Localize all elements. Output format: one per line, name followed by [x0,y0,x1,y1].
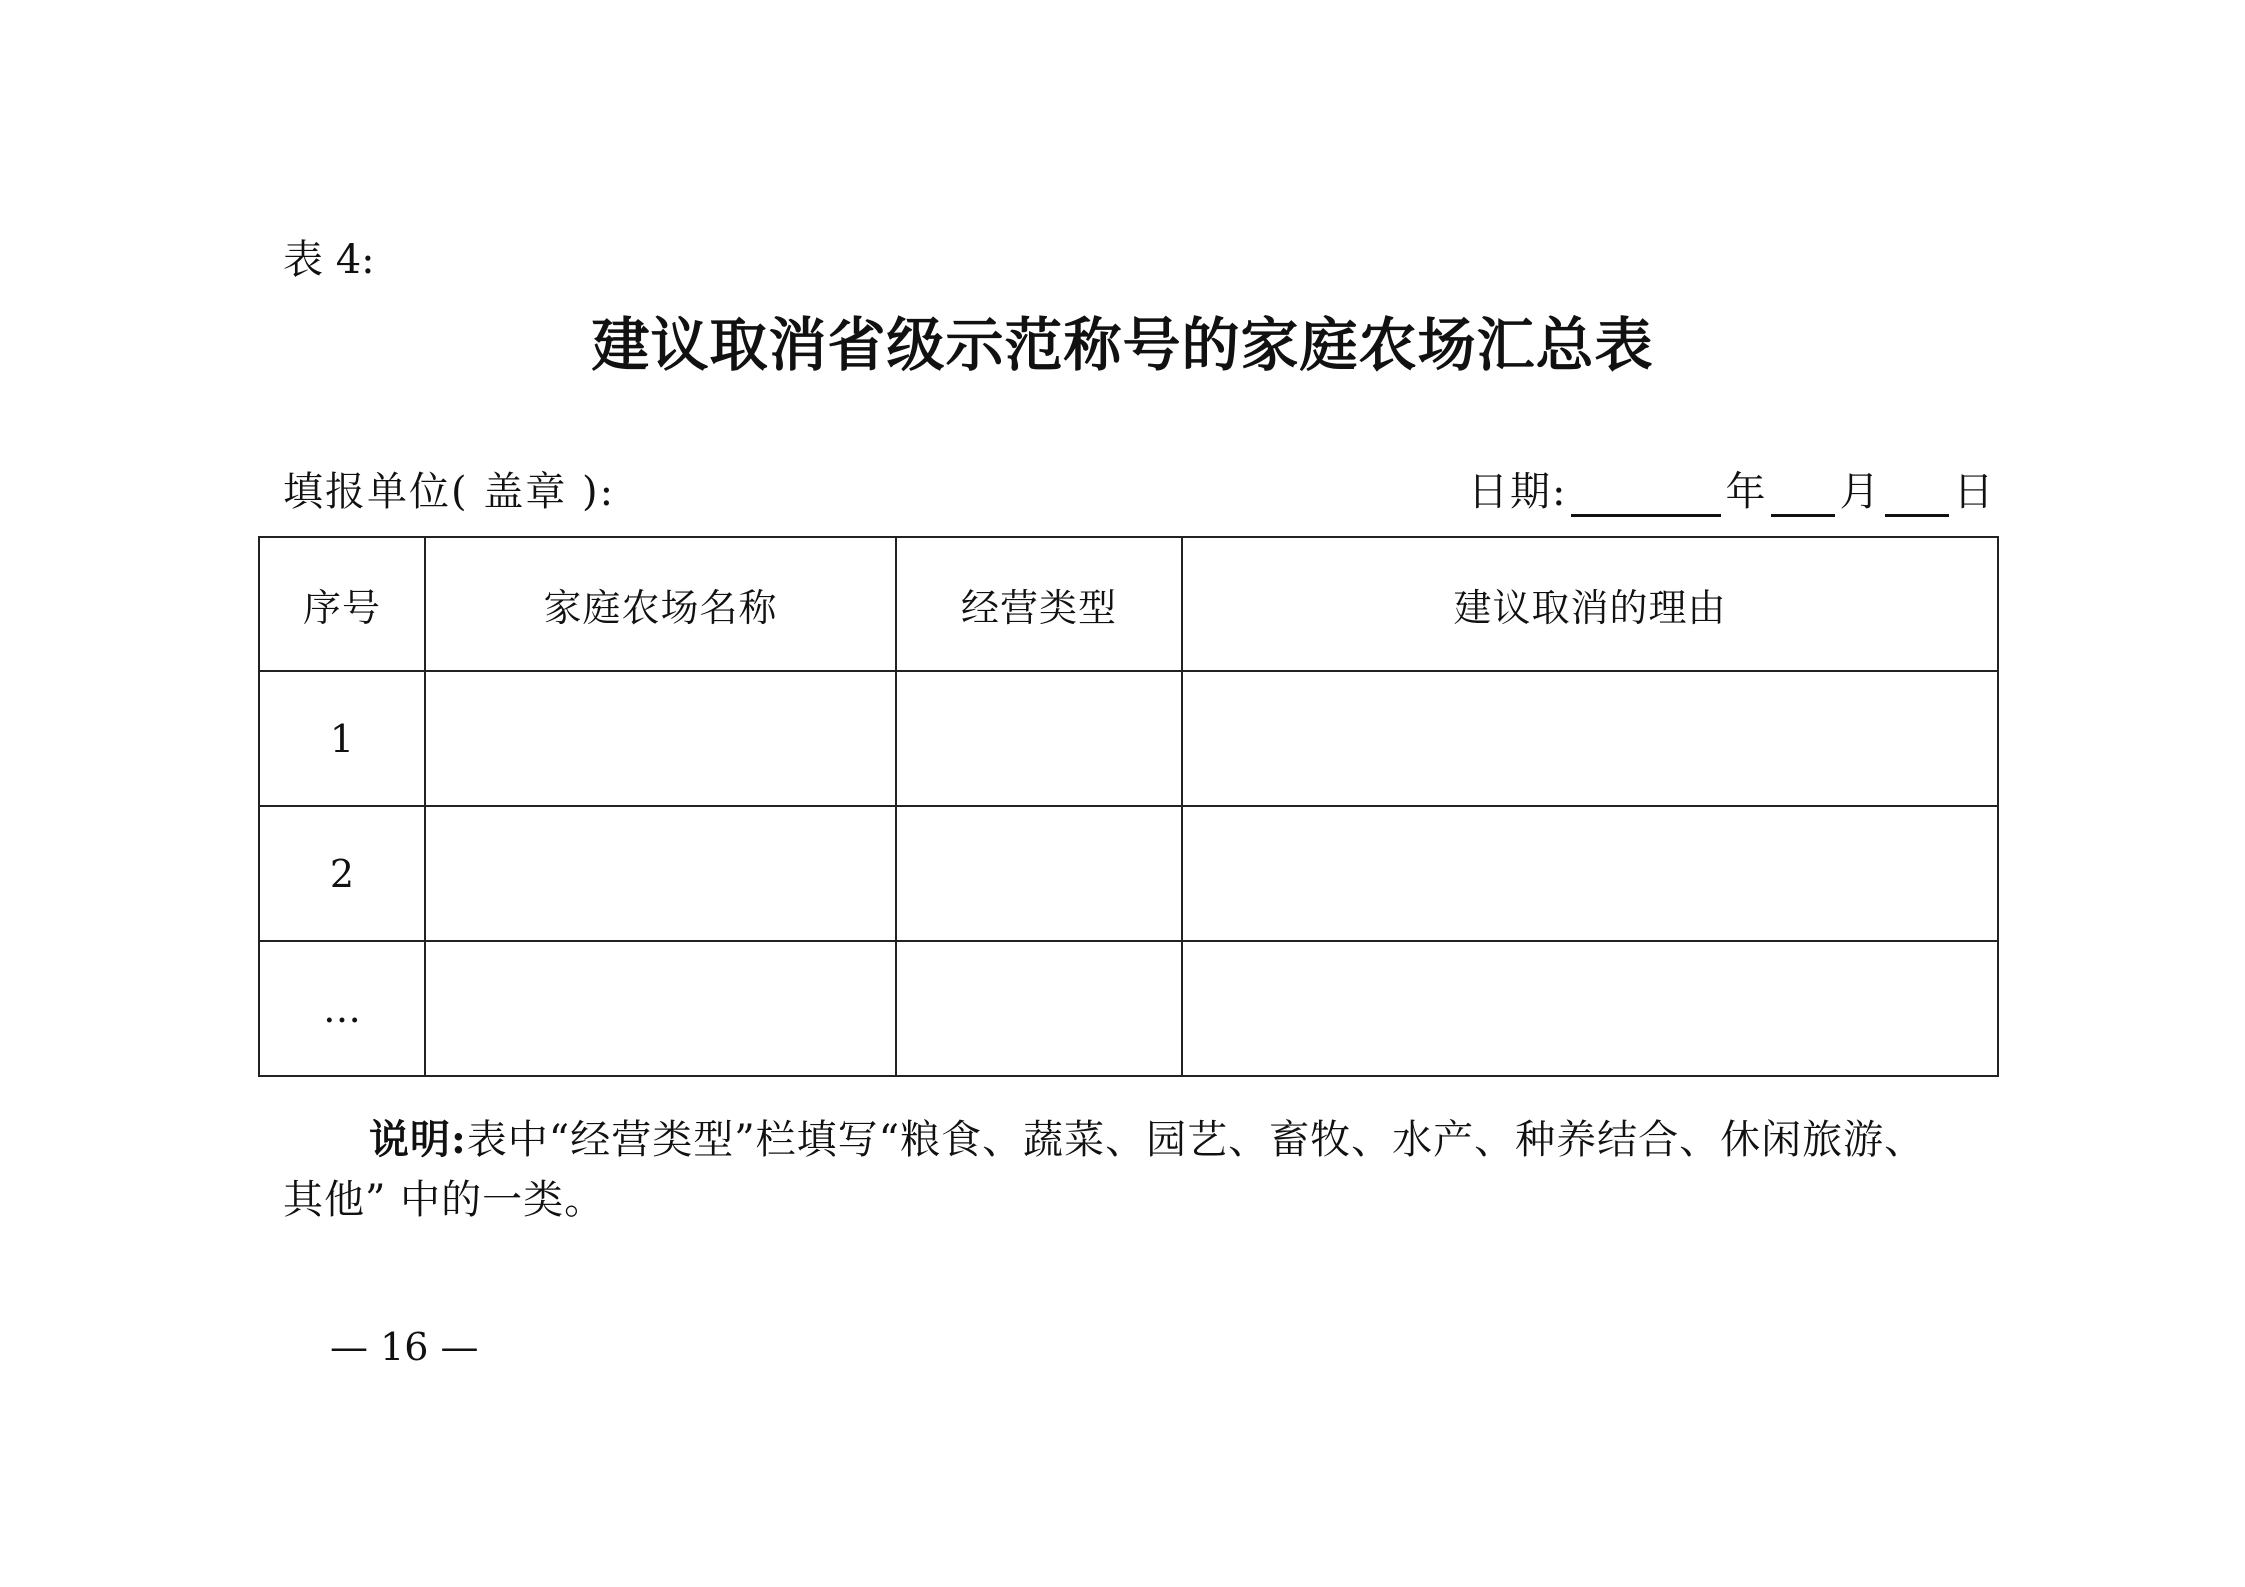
serial-number-cell: 2 [259,806,425,941]
reporting-unit-label: 填报单位( 盖章 ): [283,469,616,515]
table-row [259,941,1998,1076]
header-business-type: 经营类型 [896,537,1182,671]
page-number: — 16 — [330,1325,479,1369]
date-line [1468,460,1995,517]
document-title: 建议取消省级示范称号的家庭农场汇总表 [591,311,1654,379]
serial-number-cell: … [259,941,425,1076]
year-blank[interactable] [1571,474,1721,517]
note-text-line-2: 其他” 中的一类。 [283,1177,606,1223]
explanatory-note [283,1110,1995,1230]
farm-name-cell[interactable] [425,941,896,1076]
farm-name-cell[interactable] [425,806,896,941]
header-cancellation-reason: 建议取消的理由 [1182,537,1998,671]
cancellation-reason-cell[interactable] [1182,806,1998,941]
table-header-row [259,537,1998,671]
cancellation-reason-cell[interactable] [1182,941,1998,1076]
summary-table [258,536,1999,1077]
table-label: 表 4: [283,237,375,283]
header-serial-number: 序号 [259,537,425,671]
header-farm-name: 家庭农场名称 [425,537,896,671]
day-blank[interactable] [1885,474,1949,517]
year-label: 年 [1725,469,1768,515]
month-label: 月 [1839,469,1882,515]
business-type-cell[interactable] [896,671,1182,806]
farm-name-cell[interactable] [425,671,896,806]
day-label: 日 [1953,469,1996,515]
table-row [259,806,1998,941]
business-type-cell[interactable] [896,806,1182,941]
business-type-cell[interactable] [896,941,1182,1076]
note-text-line-1: 表中“经营类型”栏填写“粮食、蔬菜、园艺、畜牧、水产、种养结合、休闲旅游、 [466,1117,1926,1163]
month-blank[interactable] [1771,474,1835,517]
date-label: 日期: [1468,469,1568,515]
table-row [259,671,1998,806]
note-line-1 [283,1110,1995,1170]
cancellation-reason-cell[interactable] [1182,671,1998,806]
note-label: 说明: [369,1116,467,1163]
serial-number-cell: 1 [259,671,425,806]
